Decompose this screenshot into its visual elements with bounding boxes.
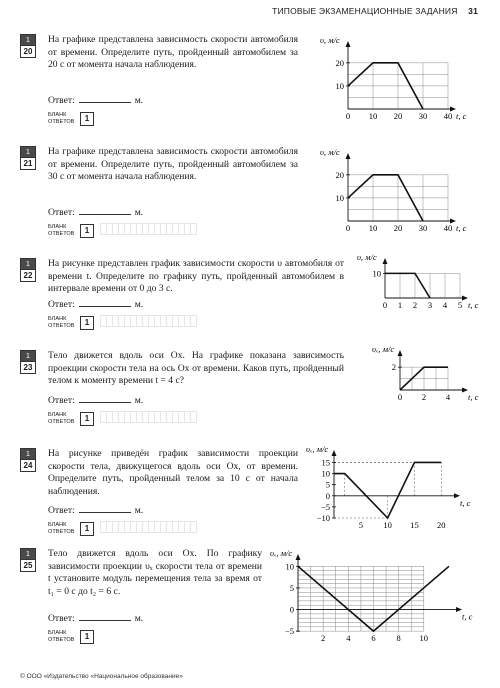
y-axis-arrow: [383, 258, 388, 264]
x-tick-label: 5: [457, 300, 463, 310]
answer-blank: БЛАНК ОТВЕТОВ 1: [48, 314, 196, 332]
x-axis-label: t, с: [456, 223, 467, 233]
task-badge: 1 21: [20, 146, 36, 170]
y-tick-label: 5: [325, 479, 330, 490]
y-tick-label: 10: [321, 468, 330, 479]
task-badge: 1 22: [20, 258, 36, 282]
answer-field[interactable]: [79, 298, 131, 307]
y-tick-label: −5: [320, 501, 330, 512]
x-tick-label: 0: [345, 223, 351, 233]
x-tick-label: 40: [443, 111, 453, 121]
x-tick-label: 10: [368, 111, 378, 121]
y-axis-arrow: [296, 554, 301, 560]
task-badge: 1 25: [20, 548, 36, 572]
answer-blank: БЛАНК ОТВЕТОВ 1: [48, 110, 94, 128]
answer-field[interactable]: [79, 94, 131, 103]
answer-blank: БЛАНК ОТВЕТОВ 1: [48, 520, 196, 538]
answer-field[interactable]: [79, 504, 131, 513]
answer-blank: БЛАНК ОТВЕТОВ 1: [48, 410, 196, 428]
x-axis-label: t, с: [456, 111, 467, 121]
x-tick-label: 20: [393, 223, 403, 233]
y-tick-label: 10: [372, 268, 381, 279]
x-tick-label: 4: [346, 633, 351, 644]
x-tick-label: 10: [419, 633, 429, 644]
x-tick-label: 4: [442, 300, 448, 310]
answer-field[interactable]: [79, 612, 131, 621]
x-tick-label: 1: [397, 300, 403, 310]
x-tick-label: 20: [437, 520, 446, 530]
y-tick-label: 10: [335, 192, 344, 203]
x-axis-label: t, с: [460, 497, 471, 508]
y-axis-arrow: [398, 350, 403, 356]
x-tick-label: 2: [412, 300, 418, 310]
velocity-graph-25: [272, 548, 482, 658]
x-tick-label: 8: [396, 633, 401, 644]
y-tick-label: 20: [335, 57, 344, 68]
x-tick-label: 3: [427, 300, 433, 310]
velocity-graph-20: [318, 34, 478, 126]
task-text: Тело движется вдоль оси Ox. На графике показана зависимость проекции скорости тела на ось Ox от времени. Каков путь, пройденный телом к моменту времени t = 4 с?: [48, 350, 344, 387]
task-text: Тело движется вдоль оси Ox. По графику зависимости проекции υₓ скорости тела от времени t установите модуль перемещения тела за время от t₁ = 0 с до t₂ = 6 с.: [48, 548, 262, 597]
y-tick-label: −10: [316, 513, 330, 523]
y-tick-label: 10: [335, 80, 344, 91]
velocity-graph-22: [350, 252, 480, 314]
x-tick-label: 30: [418, 111, 428, 121]
answer-field[interactable]: [79, 394, 131, 403]
y-tick-label: 20: [335, 169, 344, 180]
y-tick-label: 10: [285, 561, 294, 572]
answer-blank: БЛАНК ОТВЕТОВ 1: [48, 222, 196, 240]
x-tick-label: 4: [445, 392, 451, 402]
x-tick-label: 0: [345, 111, 351, 121]
answer-row: Ответ: м.: [48, 207, 144, 218]
x-tick-label: 10: [368, 223, 378, 233]
x-tick-label: 2: [421, 392, 427, 402]
x-tick-label: 6: [371, 633, 376, 644]
x-axis-label: t, с: [468, 392, 479, 402]
task-badge: 1 24: [20, 448, 36, 472]
y-axis-label: υ, м/с: [320, 35, 340, 45]
x-tick-label: 0: [382, 300, 388, 310]
y-tick-label: 15: [321, 457, 330, 468]
answer-row: Ответ: м.: [48, 299, 144, 310]
x-tick-label: 40: [443, 223, 453, 233]
x-tick-label: 0: [397, 392, 403, 402]
y-axis-arrow: [346, 153, 351, 159]
task-text: На рисунке представлен график зависимости скорости υ автомобиля от времени t. Определите по графику путь, пройденный автомобилем в интервале времени от 0 до 3 с.: [48, 258, 344, 295]
section-title: ТИПОВЫЕ ЭКЗАМЕНАЦИОННЫЕ ЗАДАНИЯ: [272, 6, 458, 16]
y-tick-label: −5: [284, 626, 294, 637]
y-axis-label: υₓ, м/с: [270, 548, 293, 558]
answer-field[interactable]: [79, 206, 131, 215]
y-axis-arrow: [332, 450, 337, 456]
velocity-graph-21: [318, 146, 478, 238]
y-axis-label: υ, м/с: [357, 252, 377, 262]
y-tick-label: 2: [391, 362, 396, 373]
y-axis-label: υ, м/с: [320, 147, 340, 157]
y-tick-label: 5: [289, 582, 294, 593]
y-tick-label: 0: [325, 490, 330, 501]
x-tick-label: 5: [358, 520, 363, 530]
page-header: [272, 6, 478, 16]
y-axis-label: υₓ, м/с: [372, 344, 395, 354]
x-tick-label: 30: [418, 223, 428, 233]
task-text: На рисунке приведён график зависимости проекции скорости тела, движущегося вдоль оси Ox, от времени. Определите путь, пройденный телом за 10 с от начала наблюдения.: [48, 448, 298, 497]
y-axis-arrow: [346, 41, 351, 47]
velocity-line: [385, 273, 430, 298]
page-number: 31: [468, 6, 478, 16]
task-badge: 1 23: [20, 350, 36, 374]
task-badge: 1 20: [20, 34, 36, 58]
x-tick-label: 10: [383, 520, 392, 530]
answer-blank: БЛАНК ОТВЕТОВ 1: [48, 628, 94, 646]
footer-copyright: © ООО «Издательство «Национальное образование»: [20, 673, 183, 680]
answer-row: Ответ: м.: [48, 395, 144, 406]
answer-row: Ответ: м.: [48, 505, 144, 516]
x-tick-label: 20: [393, 111, 403, 121]
velocity-graph-24: [302, 444, 482, 538]
task-text: На графике представлена зависимость скорости автомобиля от времени. Определите путь, пройденный автомобилем за 20 с от момента начала наблюдения.: [48, 34, 298, 71]
task-text: На графике представлена зависимость скорости автомобиля от времени. Определите путь, пройденный автомобилем за 30 с от момента начала наблюдения.: [48, 146, 298, 183]
velocity-graph-23: [360, 344, 480, 406]
y-tick-label: 0: [289, 604, 294, 615]
x-axis-label: t, с: [462, 611, 473, 622]
y-axis-label: υₓ, м/с: [306, 444, 329, 454]
x-tick-label: 15: [410, 520, 419, 530]
answer-row: Ответ: м.: [48, 95, 144, 106]
x-axis-label: t, с: [468, 300, 479, 310]
answer-row: Ответ: м.: [48, 613, 144, 624]
x-tick-label: 2: [321, 633, 326, 644]
